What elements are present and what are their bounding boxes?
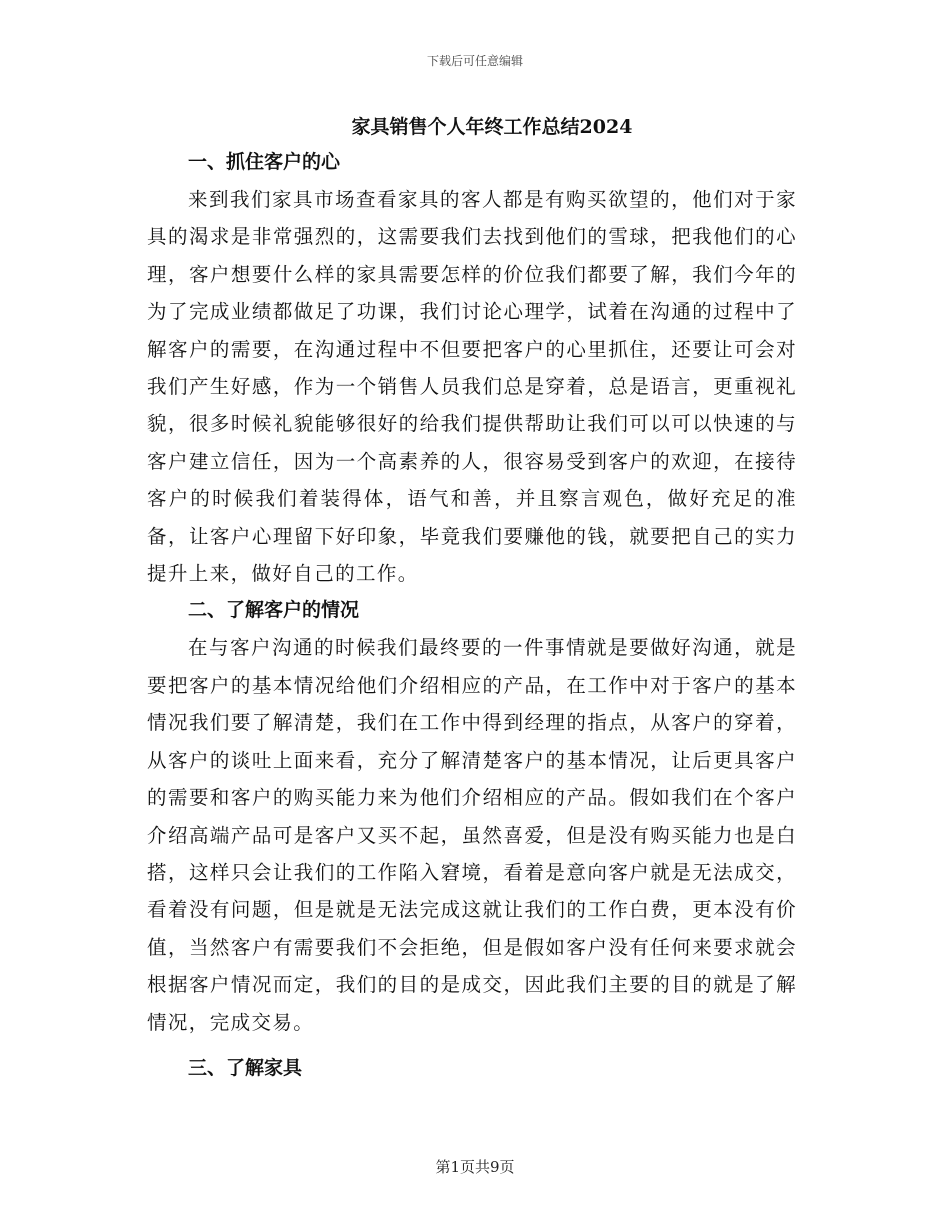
section-heading-2: 二、了解客户的情况	[188, 599, 360, 622]
page-header: 下载后可任意编辑	[426, 54, 523, 68]
page-footer: 第1页共9页	[435, 1158, 515, 1176]
section-heading-1: 一、抓住客户的心	[188, 151, 341, 173]
section-paragraph-2: 在与客户沟通的时候我们最终要的一件事情就是要做好沟通，就是要把客户的基本情况给他们介绍相应的产品，在工作中对于客户的基本情况我们要了解清楚，我们在工作中得到经理的指点，从客户的穿着，从客户的谈吐上面来看，充分了解清楚客户的基本情况，让后更具客户的需要和客户的购买能力来为他们介绍相应的产品。假如我们在个客户介绍高端产品可是客户又买不起，虽然喜爱，但是没有购买能力也是白搭，这样只会让我们的工作陷入窘境，看着是意向客户就是无法成交，看着没有问题，但是就是无法完成这就让我们的工作白费，更本没有价值，当然客户有需要我们不会拒绝，但是假如客户没有任何来要求就会根据客户情况而定，我们的目的是成交，因此我们主要的目的就是了解情况，完成交易。	[147, 636, 797, 1034]
document-body	[147, 110, 797, 1095]
section-heading-3: 三、了解家具	[188, 1056, 303, 1079]
document-title: 家具销售个人年终工作总结2024	[351, 116, 633, 138]
section-paragraph-1: 来到我们家具市场查看家具的客人都是有购买欲望的，他们对于家具的渴求是非常强烈的，这需要我们去找到他们的雪球，把我他们的心理，客户想要什么样的家具需要怎样的价位我们都要了解，我们今年的为了完成业绩都做足了功课，我们讨论心理学，试着在沟通的过程中了解客户的需要，在沟通过程中不但要把客户的心里抓住，还要让可会对我们产生好感，作为一个销售人员我们总是穿着，总是语言，更重视礼貌，很多时候礼貌能够很好的给我们提供帮助让我们可以可以快速的与客户建立信任，因为一个高素养的人，很容易受到客户的欢迎，在接待客户的时候我们着装得体，语气和善，并且察言观色，做好充足的准备，让客户心理留下好印象，毕竟我们要赚他的钱，就要把自己的实力提升上来，做好自己的工作。	[147, 188, 797, 586]
